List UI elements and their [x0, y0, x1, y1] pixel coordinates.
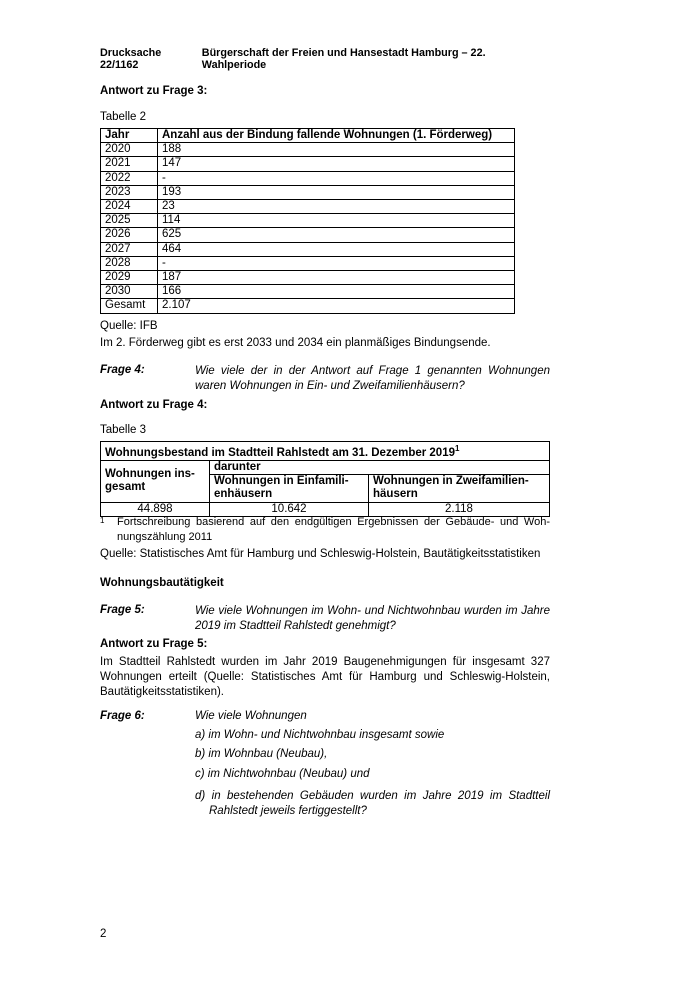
table3-col-darunter: darunter [210, 461, 550, 475]
table2-row [101, 200, 515, 214]
table2-cell-count: - [158, 256, 515, 270]
table2-row [101, 185, 515, 199]
table3-label: Tabelle 3 [100, 424, 147, 436]
table2-cell-count: 193 [158, 185, 515, 199]
footnote-mark: 1 [100, 516, 105, 525]
table2-cell-year: 2028 [101, 256, 158, 270]
table2-cell-year: 2027 [101, 242, 158, 256]
table2-cell-count: 464 [158, 242, 515, 256]
table2-row [101, 242, 515, 256]
table2-row [101, 157, 515, 171]
table3-val-efh: 10.642 [210, 502, 369, 516]
table2-row [101, 271, 515, 285]
question4-text: Wie viele der in der Antwort auf Frage 1 genannten Wohnungen waren Wohnungen in Ein- und Zweifamilienhäusern? [195, 365, 550, 392]
table2-cell-year: 2025 [101, 214, 158, 228]
table2-cell-count: 23 [158, 200, 515, 214]
question4 [100, 364, 550, 394]
table3-col-efh: Wohnungen in Einfamili-enhäusern [210, 475, 369, 502]
table2-cell-year: Gesamt [101, 299, 158, 313]
table3-footnote-ref: 1 [455, 444, 460, 453]
question5 [100, 604, 550, 634]
table2-row [101, 256, 515, 270]
table3-val-zfh: 2.118 [369, 502, 550, 516]
table2-row [101, 285, 515, 299]
table2-cell-year: 2021 [101, 157, 158, 171]
question6-item-d: d) in bestehenden Gebäuden wurden im Jahre 2019 im Stadtteil Rahlstedt jeweils fertiggestellt? [195, 790, 550, 817]
table2-cell-count: 187 [158, 271, 515, 285]
page-header [100, 47, 550, 71]
table3-title: Wohnungsbestand im Stadtteil Rahlstedt am 31. Dezember 2019$^1$ [101, 442, 550, 461]
table3-header-row [101, 461, 550, 475]
answer4-heading: Antwort zu Frage 4: [100, 399, 208, 411]
table2-cell-count: - [158, 171, 515, 185]
question5-text: Wie viele Wohnungen im Wohn- und Nichtwohnbau wurden im Jahre 2019 im Stadtteil Rahlstedt genehmigt? [195, 605, 550, 632]
table2-row [101, 299, 515, 313]
table2-cell-year: 2030 [101, 285, 158, 299]
table2-cell-year: 2029 [101, 271, 158, 285]
question4-label: Frage 4: [100, 364, 145, 376]
table3 [100, 441, 550, 517]
table2-cell-year: 2020 [101, 143, 158, 157]
table2-col-count: Anzahl aus der Bindung fallende Wohnungen (1. Förderweg) [158, 129, 515, 143]
table2-label: Tabelle 2 [100, 111, 147, 123]
table2-cell-count: 114 [158, 214, 515, 228]
question6-intro: Wie viele Wohnungen [195, 710, 307, 722]
table2-cell-count: 188 [158, 143, 515, 157]
question6-item-a: a) im Wohn- und Nichtwohnbau insgesamt sowie [195, 729, 445, 741]
table3-col-zfh: Wohnungen in Zweifamilien-häusern [369, 475, 550, 502]
answer5-heading: Antwort zu Frage 5: [100, 638, 208, 650]
page-number: 2 [100, 928, 107, 940]
table2-row [101, 171, 515, 185]
answer3-note: Im 2. Förderweg gibt es erst 2033 und 2034 ein planmäßiges Bindungsende. [100, 337, 491, 349]
table2-cell-count: 147 [158, 157, 515, 171]
footnote-text: Fortschreibung basierend auf den endgültigen Ergebnissen der Gebäude- und Woh-nungszählung 2011 [117, 516, 550, 543]
table2-header-row [101, 129, 515, 143]
table2-cell-year: 2022 [101, 171, 158, 185]
table2-cell-year: 2023 [101, 185, 158, 199]
question6-item-b: b) im Wohnbau (Neubau), [195, 748, 328, 760]
table3-title-row [101, 442, 550, 461]
document-number: Drucksache 22/1162 [100, 47, 162, 71]
question6-item-c: c) im Nichtwohnbau (Neubau) und [195, 768, 370, 780]
question6-label: Frage 6: [100, 710, 145, 722]
table2-col-year: Jahr [101, 129, 158, 143]
answer3-heading: Antwort zu Frage 3: [100, 85, 208, 97]
table3-footnote [100, 515, 550, 545]
table2-row [101, 228, 515, 242]
table2-source: Quelle: IFB [100, 320, 158, 332]
table2-row [101, 214, 515, 228]
table2-body [101, 143, 515, 313]
table3-col-total: Wohnungen ins-gesamt [101, 461, 210, 503]
table2-row [101, 143, 515, 157]
table2-cell-count: 166 [158, 285, 515, 299]
question5-label: Frage 5: [100, 604, 145, 616]
table2 [100, 128, 515, 314]
parliament-title: Bürgerschaft der Freien und Hansestadt Hamburg – 22. Wahlperiode [201, 47, 486, 71]
table3-source: Quelle: Statistisches Amt für Hamburg und Schleswig-Holstein, Bautätigkeitsstatistiken [100, 548, 541, 560]
table3-val-total: 44.898 [101, 502, 210, 516]
table2-cell-count: 625 [158, 228, 515, 242]
section-title: Wohnungsbautätigkeit [100, 577, 224, 589]
table2-cell-count: 2.107 [158, 299, 515, 313]
table2-cell-year: 2026 [101, 228, 158, 242]
table2-cell-year: 2024 [101, 200, 158, 214]
answer5-text: Im Stadtteil Rahlstedt wurden im Jahr 2019 Baugenehmigungen für insgesamt 327 Wohnungen erteilt (Quelle: Statistisches Amt für Hamburg und Schleswig-Holstein, Bautätigkeitsstatistiken). [100, 656, 550, 698]
